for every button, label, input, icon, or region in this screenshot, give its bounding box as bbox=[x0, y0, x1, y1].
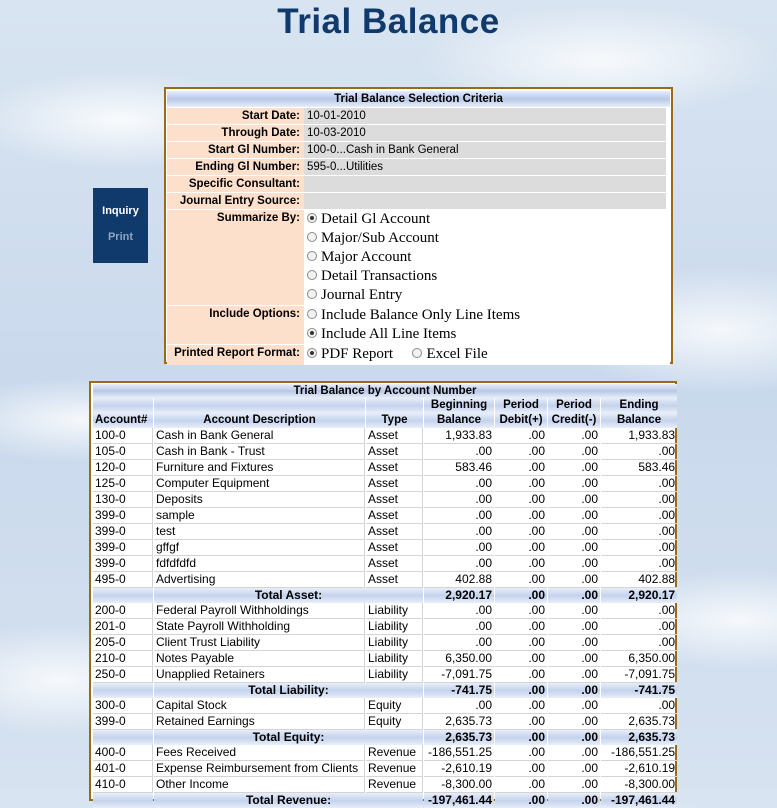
table-cell: .00 bbox=[601, 619, 677, 635]
table-cell: fdfdfdfd bbox=[154, 556, 365, 572]
radio-icon[interactable] bbox=[307, 309, 317, 319]
table-cell: .00 bbox=[495, 667, 547, 683]
table-cell: .00 bbox=[601, 698, 677, 714]
summarize-options bbox=[304, 210, 670, 305]
table-row bbox=[93, 619, 677, 635]
option-label: Major Account bbox=[321, 249, 412, 265]
table-cell: test bbox=[154, 524, 365, 540]
table-cell: .00 bbox=[495, 698, 547, 714]
table-cell: 105-0 bbox=[93, 444, 153, 460]
table-cell: 495-0 bbox=[93, 572, 153, 588]
table-cell: .00 bbox=[548, 524, 600, 540]
column-header: Period bbox=[548, 398, 600, 413]
table-cell: 125-0 bbox=[93, 476, 153, 492]
table-cell: Client Trust Liability bbox=[154, 635, 365, 651]
table-cell: Asset bbox=[366, 524, 423, 540]
table-cell: 399-0 bbox=[93, 540, 153, 556]
table-cell: Revenue bbox=[366, 745, 423, 761]
total-cell: -741.75 bbox=[424, 683, 494, 698]
table-cell: .00 bbox=[495, 572, 547, 588]
table-cell: Deposits bbox=[154, 492, 365, 508]
total-cell: 2,920.17 bbox=[424, 588, 494, 603]
table-cell: .00 bbox=[495, 603, 547, 619]
table-cell: .00 bbox=[495, 745, 547, 761]
table-cell: Asset bbox=[366, 460, 423, 476]
total-cell: -197,461.44 bbox=[601, 793, 677, 808]
table-cell: .00 bbox=[548, 476, 600, 492]
table-row bbox=[93, 444, 677, 460]
total-cell: -197,461.44 bbox=[424, 793, 494, 808]
start-gl-row bbox=[167, 142, 670, 158]
summarize-option-journal-entry[interactable] bbox=[307, 286, 670, 305]
table-row bbox=[93, 651, 677, 667]
table-cell: Furniture and Fixtures bbox=[154, 460, 365, 476]
column-header bbox=[154, 398, 365, 413]
total-row bbox=[93, 793, 677, 808]
total-cell: .00 bbox=[548, 588, 600, 603]
table-cell: 400-0 bbox=[93, 745, 153, 761]
table-cell: Revenue bbox=[366, 777, 423, 793]
table-cell: 205-0 bbox=[93, 635, 153, 651]
table-cell: Fees Received bbox=[154, 745, 365, 761]
table-cell: .00 bbox=[548, 667, 600, 683]
include-option-balance-only[interactable] bbox=[307, 306, 670, 325]
table-cell: Asset bbox=[366, 444, 423, 460]
total-label: Total Liability: bbox=[154, 683, 423, 698]
table-row bbox=[93, 492, 677, 508]
radio-icon[interactable] bbox=[307, 251, 317, 261]
table-cell: Revenue bbox=[366, 761, 423, 777]
radio-selected-icon[interactable] bbox=[307, 213, 317, 223]
table-cell: .00 bbox=[495, 444, 547, 460]
ending-gl-field[interactable]: 595-0...Utilities bbox=[304, 159, 670, 175]
column-header-period-debit: Debit(+) bbox=[495, 413, 547, 428]
total-cell: 2,635.73 bbox=[424, 730, 494, 745]
table-cell: Unapplied Retainers bbox=[154, 667, 365, 683]
side-menu bbox=[93, 188, 148, 263]
table-cell: -186,551.25 bbox=[601, 745, 677, 761]
option-label: Journal Entry bbox=[321, 287, 403, 303]
table-row bbox=[93, 714, 677, 730]
table-cell: .00 bbox=[601, 635, 677, 651]
start-date-row bbox=[167, 108, 670, 124]
radio-icon[interactable] bbox=[307, 270, 317, 280]
table-cell: .00 bbox=[548, 540, 600, 556]
consultant-field[interactable] bbox=[304, 176, 670, 192]
table-cell: Advertising bbox=[154, 572, 365, 588]
summarize-label: Summarize By: bbox=[167, 210, 304, 305]
table-cell: Other Income bbox=[154, 777, 365, 793]
table-cell: .00 bbox=[495, 761, 547, 777]
table-row bbox=[93, 524, 677, 540]
total-row bbox=[93, 683, 677, 698]
table-cell: .00 bbox=[548, 651, 600, 667]
format-option-excel[interactable] bbox=[412, 345, 487, 364]
option-label: Detail Gl Account bbox=[321, 211, 431, 227]
table-cell bbox=[93, 588, 153, 603]
table-cell: 399-0 bbox=[93, 524, 153, 540]
table-cell: .00 bbox=[601, 603, 677, 619]
table-cell: Asset bbox=[366, 572, 423, 588]
table-row bbox=[93, 556, 677, 572]
option-label: Excel File bbox=[426, 346, 488, 362]
start-date-field[interactable]: 10-01-2010 bbox=[304, 108, 670, 124]
table-cell: .00 bbox=[548, 444, 600, 460]
table-cell: 201-0 bbox=[93, 619, 153, 635]
table-cell: Asset bbox=[366, 476, 423, 492]
table-cell: 200-0 bbox=[93, 603, 153, 619]
table-cell: Asset bbox=[366, 540, 423, 556]
table-cell: .00 bbox=[424, 524, 494, 540]
ending-gl-row bbox=[167, 159, 670, 175]
table-cell: -8,300.00 bbox=[424, 777, 494, 793]
option-label: Include All Line Items bbox=[321, 326, 457, 342]
table-cell: .00 bbox=[548, 492, 600, 508]
start-date-label: Start Date: bbox=[167, 108, 304, 124]
column-header-account: Account# bbox=[93, 413, 153, 428]
report-body bbox=[93, 428, 677, 808]
table-cell: .00 bbox=[424, 540, 494, 556]
table-cell: -2,610.19 bbox=[601, 761, 677, 777]
table-cell: .00 bbox=[495, 714, 547, 730]
total-label: Total Equity: bbox=[154, 730, 423, 745]
consultant-label: Specific Consultant: bbox=[167, 176, 304, 192]
option-label: Include Balance Only Line Items bbox=[321, 307, 521, 323]
table-row bbox=[93, 603, 677, 619]
table-cell: Asset bbox=[366, 428, 423, 444]
table-cell: 399-0 bbox=[93, 556, 153, 572]
table-cell: .00 bbox=[548, 698, 600, 714]
table-cell: .00 bbox=[548, 635, 600, 651]
table-cell: Liability bbox=[366, 667, 423, 683]
table-cell: 6,350.00 bbox=[424, 651, 494, 667]
table-cell: .00 bbox=[495, 619, 547, 635]
table-cell: 399-0 bbox=[93, 714, 153, 730]
table-cell: .00 bbox=[424, 444, 494, 460]
table-row bbox=[93, 777, 677, 793]
table-cell: .00 bbox=[495, 540, 547, 556]
table-row bbox=[93, 667, 677, 683]
table-row bbox=[93, 572, 677, 588]
table-cell: Computer Equipment bbox=[154, 476, 365, 492]
table-cell: Equity bbox=[366, 714, 423, 730]
table-cell: .00 bbox=[548, 508, 600, 524]
table-row bbox=[93, 428, 677, 444]
table-cell: .00 bbox=[495, 524, 547, 540]
through-date-row bbox=[167, 125, 670, 141]
include-row bbox=[167, 306, 670, 344]
table-cell: .00 bbox=[424, 603, 494, 619]
summarize-option-detail-transactions[interactable] bbox=[307, 267, 670, 286]
table-cell: .00 bbox=[548, 460, 600, 476]
table-cell: 402.88 bbox=[424, 572, 494, 588]
table-cell: 410-0 bbox=[93, 777, 153, 793]
table-cell: Liability bbox=[366, 651, 423, 667]
report-table bbox=[92, 384, 678, 808]
table-row bbox=[93, 698, 677, 714]
total-cell: 2,920.17 bbox=[601, 588, 677, 603]
table-cell: .00 bbox=[548, 777, 600, 793]
start-gl-label: Start Gl Number: bbox=[167, 142, 304, 158]
column-header: Beginning bbox=[424, 398, 494, 413]
include-option-all[interactable] bbox=[307, 325, 670, 344]
table-cell: .00 bbox=[548, 603, 600, 619]
table-cell: .00 bbox=[601, 540, 677, 556]
table-cell: sample bbox=[154, 508, 365, 524]
column-header: Period bbox=[495, 398, 547, 413]
include-options bbox=[304, 306, 670, 344]
table-cell: .00 bbox=[424, 635, 494, 651]
table-cell: 401-0 bbox=[93, 761, 153, 777]
table-cell: Notes Payable bbox=[154, 651, 365, 667]
total-cell: .00 bbox=[495, 588, 547, 603]
table-cell: .00 bbox=[601, 556, 677, 572]
table-cell: .00 bbox=[601, 524, 677, 540]
table-row bbox=[93, 761, 677, 777]
table-cell: .00 bbox=[495, 492, 547, 508]
ending-gl-label: Ending Gl Number: bbox=[167, 159, 304, 175]
inquiry-menu-link[interactable]: Inquiry bbox=[102, 205, 139, 217]
total-cell: 2,635.73 bbox=[601, 730, 677, 745]
table-row bbox=[93, 540, 677, 556]
table-cell: Equity bbox=[366, 698, 423, 714]
criteria-table bbox=[167, 90, 670, 366]
table-cell: .00 bbox=[495, 556, 547, 572]
table-row bbox=[93, 476, 677, 492]
table-cell: .00 bbox=[601, 444, 677, 460]
radio-icon[interactable] bbox=[412, 348, 422, 358]
table-row bbox=[93, 508, 677, 524]
through-date-field[interactable]: 10-03-2010 bbox=[304, 125, 670, 141]
column-header-period-credit: Credit(-) bbox=[548, 413, 600, 428]
print-menu-link[interactable]: Print bbox=[107, 231, 134, 243]
total-cell: .00 bbox=[548, 730, 600, 745]
table-cell: -8,300.00 bbox=[601, 777, 677, 793]
trial-balance-report bbox=[89, 381, 677, 807]
table-cell: .00 bbox=[548, 572, 600, 588]
radio-selected-icon[interactable] bbox=[307, 328, 317, 338]
criteria-title: Trial Balance Selection Criteria bbox=[167, 91, 670, 107]
journal-source-field[interactable] bbox=[304, 193, 670, 209]
table-cell: Liability bbox=[366, 603, 423, 619]
total-label: Total Asset: bbox=[154, 588, 423, 603]
table-cell: .00 bbox=[424, 508, 494, 524]
table-cell: .00 bbox=[495, 460, 547, 476]
table-cell: 250-0 bbox=[93, 667, 153, 683]
table-cell: gffgf bbox=[154, 540, 365, 556]
format-options bbox=[304, 345, 670, 365]
table-cell: .00 bbox=[601, 492, 677, 508]
table-cell: -7,091.75 bbox=[601, 667, 677, 683]
table-row bbox=[93, 745, 677, 761]
table-cell: -2,610.19 bbox=[424, 761, 494, 777]
table-cell: Cash in Bank - Trust bbox=[154, 444, 365, 460]
table-cell: 100-0 bbox=[93, 428, 153, 444]
table-cell: Liability bbox=[366, 619, 423, 635]
table-cell: 583.46 bbox=[601, 460, 677, 476]
summarize-option-major[interactable] bbox=[307, 248, 670, 267]
total-cell: .00 bbox=[548, 683, 600, 698]
table-row bbox=[93, 460, 677, 476]
table-cell: .00 bbox=[495, 635, 547, 651]
table-cell: .00 bbox=[548, 556, 600, 572]
table-cell: .00 bbox=[495, 508, 547, 524]
column-header-description: Account Description bbox=[154, 413, 365, 428]
column-header-ending-balance: Balance bbox=[601, 413, 677, 428]
table-cell: .00 bbox=[424, 492, 494, 508]
table-cell: .00 bbox=[601, 508, 677, 524]
table-cell: 583.46 bbox=[424, 460, 494, 476]
header-row-top bbox=[93, 398, 677, 413]
radio-icon[interactable] bbox=[307, 232, 317, 242]
table-cell: Asset bbox=[366, 508, 423, 524]
column-header bbox=[93, 398, 153, 413]
table-cell: -7,091.75 bbox=[424, 667, 494, 683]
column-header-beginning-balance: Balance bbox=[424, 413, 494, 428]
table-cell: Asset bbox=[366, 556, 423, 572]
radio-icon[interactable] bbox=[307, 289, 317, 299]
option-label: Major/Sub Account bbox=[321, 230, 439, 246]
table-cell bbox=[93, 683, 153, 698]
journal-source-row bbox=[167, 193, 670, 209]
table-cell: .00 bbox=[548, 714, 600, 730]
table-cell: 2,635.73 bbox=[424, 714, 494, 730]
include-label: Include Options: bbox=[167, 306, 304, 344]
header-row-bottom bbox=[93, 413, 677, 428]
table-cell: .00 bbox=[495, 428, 547, 444]
table-cell: 120-0 bbox=[93, 460, 153, 476]
format-label: Printed Report Format: bbox=[167, 345, 304, 365]
column-header: Ending bbox=[601, 398, 677, 413]
total-cell: .00 bbox=[495, 793, 547, 808]
selection-criteria-panel bbox=[164, 87, 673, 364]
total-label: Total Revenue: bbox=[154, 793, 423, 808]
summarize-row bbox=[167, 210, 670, 305]
table-cell: .00 bbox=[495, 476, 547, 492]
table-cell: .00 bbox=[495, 651, 547, 667]
total-cell: -741.75 bbox=[601, 683, 677, 698]
table-cell: .00 bbox=[548, 745, 600, 761]
consultant-row bbox=[167, 176, 670, 192]
total-cell: .00 bbox=[495, 683, 547, 698]
table-cell: 6,350.00 bbox=[601, 651, 677, 667]
table-cell: 130-0 bbox=[93, 492, 153, 508]
option-label: PDF Report bbox=[321, 346, 394, 362]
radio-selected-icon[interactable] bbox=[307, 348, 317, 358]
total-cell: .00 bbox=[495, 730, 547, 745]
table-cell: 399-0 bbox=[93, 508, 153, 524]
table-cell: .00 bbox=[548, 761, 600, 777]
table-cell: .00 bbox=[548, 428, 600, 444]
table-cell: Liability bbox=[366, 635, 423, 651]
table-cell: -186,551.25 bbox=[424, 745, 494, 761]
summarize-option-detail-gl[interactable] bbox=[307, 210, 670, 229]
page-title: Trial Balance bbox=[277, 2, 500, 41]
report-title: Trial Balance by Account Number bbox=[93, 384, 677, 398]
column-header bbox=[366, 398, 423, 413]
table-cell: Cash in Bank General bbox=[154, 428, 365, 444]
format-option-pdf[interactable] bbox=[307, 345, 393, 364]
summarize-option-major-sub[interactable] bbox=[307, 229, 670, 248]
table-cell: 402.88 bbox=[601, 572, 677, 588]
option-label: Detail Transactions bbox=[321, 268, 438, 284]
table-cell bbox=[93, 730, 153, 745]
table-cell: Retained Earnings bbox=[154, 714, 365, 730]
table-cell: 210-0 bbox=[93, 651, 153, 667]
through-date-label: Through Date: bbox=[167, 125, 304, 141]
table-cell: .00 bbox=[495, 777, 547, 793]
table-cell: 300-0 bbox=[93, 698, 153, 714]
table-cell bbox=[93, 793, 153, 808]
journal-source-label: Journal Entry Source: bbox=[167, 193, 304, 209]
table-cell: Capital Stock bbox=[154, 698, 365, 714]
table-cell: .00 bbox=[548, 619, 600, 635]
start-gl-field[interactable]: 100-0...Cash in Bank General bbox=[304, 142, 670, 158]
table-cell: State Payroll Withholding bbox=[154, 619, 365, 635]
table-cell: Asset bbox=[366, 492, 423, 508]
total-row bbox=[93, 730, 677, 745]
table-cell: .00 bbox=[601, 476, 677, 492]
table-cell: .00 bbox=[424, 476, 494, 492]
table-cell: .00 bbox=[424, 619, 494, 635]
total-cell: .00 bbox=[548, 793, 600, 808]
column-header-type: Type bbox=[366, 413, 423, 428]
total-row bbox=[93, 588, 677, 603]
table-cell: Expense Reimbursement from Clients bbox=[154, 761, 365, 777]
table-cell: 1,933.83 bbox=[424, 428, 494, 444]
table-cell: .00 bbox=[424, 698, 494, 714]
table-cell: 1,933.83 bbox=[601, 428, 677, 444]
table-cell: Federal Payroll Withholdings bbox=[154, 603, 365, 619]
table-cell: .00 bbox=[424, 556, 494, 572]
table-row bbox=[93, 635, 677, 651]
format-row bbox=[167, 345, 670, 365]
table-cell: 2,635.73 bbox=[601, 714, 677, 730]
